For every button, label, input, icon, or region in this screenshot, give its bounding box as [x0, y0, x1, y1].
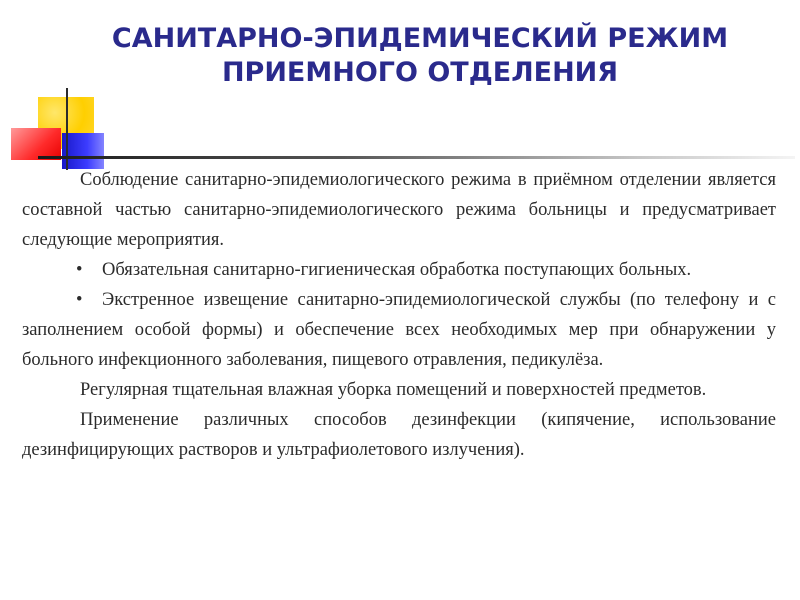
blue-square [62, 133, 104, 169]
bullet-text: Обязательная санитарно-гигиеническая обработка поступающих больных. [102, 260, 692, 280]
bullet-item [22, 255, 776, 285]
slide-body [22, 165, 776, 465]
bullet-mark: • [76, 290, 83, 310]
disinfection-paragraph: Применение различных способов дезинфекции (кипячение, использование дезинфицирующих растворов и ультрафиолетового излучения). [22, 410, 776, 460]
bullet-item [22, 285, 776, 375]
intro-paragraph: Соблюдение санитарно-эпидемиологического режима в приёмном отделении является составной частью санитарно-эпидемиологического режима больницы и предусматривает следующие мероприятия. [22, 170, 776, 250]
slide-title: САНИТАРНО-ЭПИДЕМИЧЕСКИЙ РЕЖИМ ПРИЕМНОГО ОТДЕЛЕНИЯ [111, 23, 729, 88]
cleaning-paragraph: Регулярная тщательная влажная уборка помещений и поверхностей предметов. [80, 380, 707, 400]
bullet-mark: • [76, 260, 83, 280]
bullet-text: Экстренное извещение санитарно-эпидемиологической службы (по телефону и с заполнением особой формы) и обеспечение всех необходимых мер при обнаружении у больного инфекционного заболевания, пищевого отравления, педикулёза. [22, 290, 776, 370]
decorative-logo [0, 0, 110, 170]
horizontal-divider [38, 156, 795, 159]
